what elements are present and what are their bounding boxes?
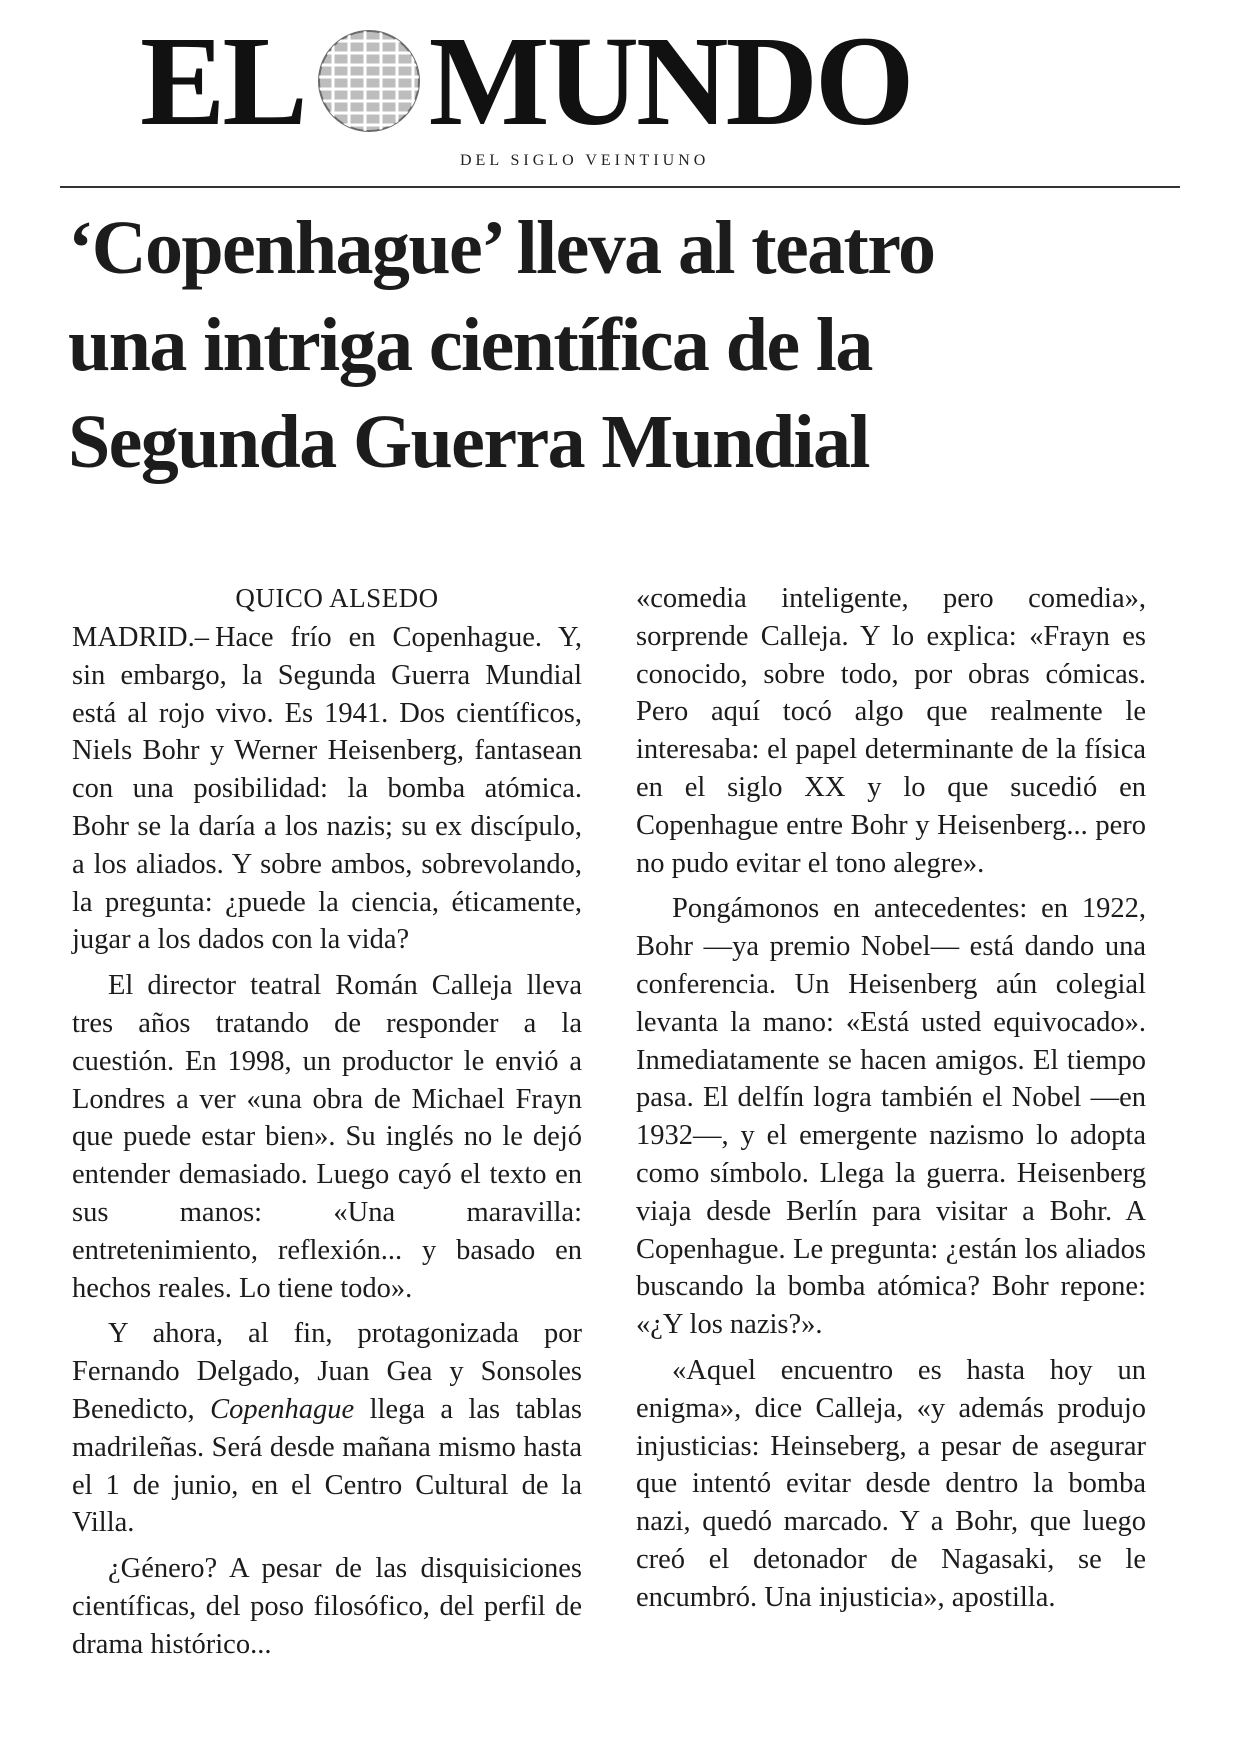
dateline: MADRID.– — [72, 622, 209, 653]
headline-line: Segunda Guerra Mundial — [68, 400, 869, 484]
article-paragraph: «comedia inteligente, pero comedia», sorprende Calleja. Y lo explica: «Frayn es conocido, sobre todo, por obras cómicas. Pero aquí tocó algo que realmente le interesaba: el papel determinante de la física en el siglo XX y lo que sucedió en Copenhague entre Bohr y Heisenberg... pero no pudo evitar el tono alegre». — [636, 583, 1146, 879]
masthead — [130, 9, 1030, 169]
paragraph-text: llega a las tablas madrileñas. Será desde mañana mismo hasta el 1 de junio, en el Centro Cultural de la Villa. — [72, 1393, 583, 1539]
article-headline — [68, 200, 1198, 491]
headline-line: una intriga científica de la — [68, 303, 872, 387]
masthead-divider — [60, 186, 1180, 188]
article-column-right — [636, 580, 1146, 1625]
logo-word-mundo: MUNDO — [428, 9, 912, 152]
article-paragraph: El director teatral Román Calleja lleva tres años tratando de responder a la cuestión. En 1998, un productor le envió a Londres a ver «una obra de Michael Frayn que puede estar bien». Su inglés no le dejó entender demasiado. Luego cayó el texto en sus manos: «Una maravilla: entretenimiento, reflexión... y basado en hechos reales. Lo tiene todo». — [72, 970, 582, 1304]
play-title: Copenhague — [210, 1393, 355, 1425]
globe-icon — [315, 27, 423, 135]
article-paragraph: ¿Género? A pesar de las disquisiciones científicas, del poso filosófico, del perfil de drama histórico... — [72, 1553, 582, 1660]
article-paragraph: «Aquel encuentro es hasta hoy un enigma», dice Calleja, «y además produjo injusticias: Heinseberg, a pesar de asegurar que intentó evitar desde dentro la bomba nazi, quedó marcado. Y a Bohr, que luego creó el detonador de Nagasaki, se le encumbró. Una injusticia», apostilla. — [636, 1354, 1146, 1613]
newspaper-logo — [130, 9, 1030, 152]
article-paragraph — [72, 619, 582, 959]
paragraph-text: Hace frío en Copenhague. Y, sin embargo, la Segunda Guerra Mundial está al rojo vivo. Es 1941. Dos científicos, Niels Bohr y Werner Heisenberg, fantasean con una posibilidad: la bomba atómica. Bohr se la daría a los nazis; su ex discípulo, a los aliados. Y sobre ambos, sobrevolando, la pregunta: ¿puede la ciencia, éticamente, jugar a los dados con la vida? — [72, 622, 582, 956]
logo-word-el: EL — [140, 9, 305, 152]
masthead-tagline: DEL SIGLO VEINTIUNO — [460, 152, 710, 169]
article-paragraph: Pongámonos en antecedentes: en 1922, Bohr —ya premio Nobel— está dando una conferencia. Un Heisenberg aún colegial levanta la mano: «Está usted equivocado». Inmediatamente se hacen amigos. El tiempo pasa. El delfín logra también el Nobel —en 1932—, y el emergente nazismo lo adopta como símbolo. Llega la guerra. Heisenberg viaja desde Berlín para visitar a Bohr. A Copenhague. Le pregunta: ¿están los aliados buscando la bomba atómica? Bohr repone: «¿Y los nazis?». — [636, 893, 1146, 1341]
headline-line: ‘Copenhague’ lleva al teatro — [68, 206, 935, 290]
paragraph-text: Y ahora, al fin, protagonizada por Fernando Delgado, Juan Gea y Sonsoles Benedicto, — [72, 1318, 582, 1425]
article-paragraph — [72, 1315, 582, 1542]
article-column-left — [72, 580, 582, 1672]
byline: QUICO ALSEDO — [235, 583, 439, 613]
